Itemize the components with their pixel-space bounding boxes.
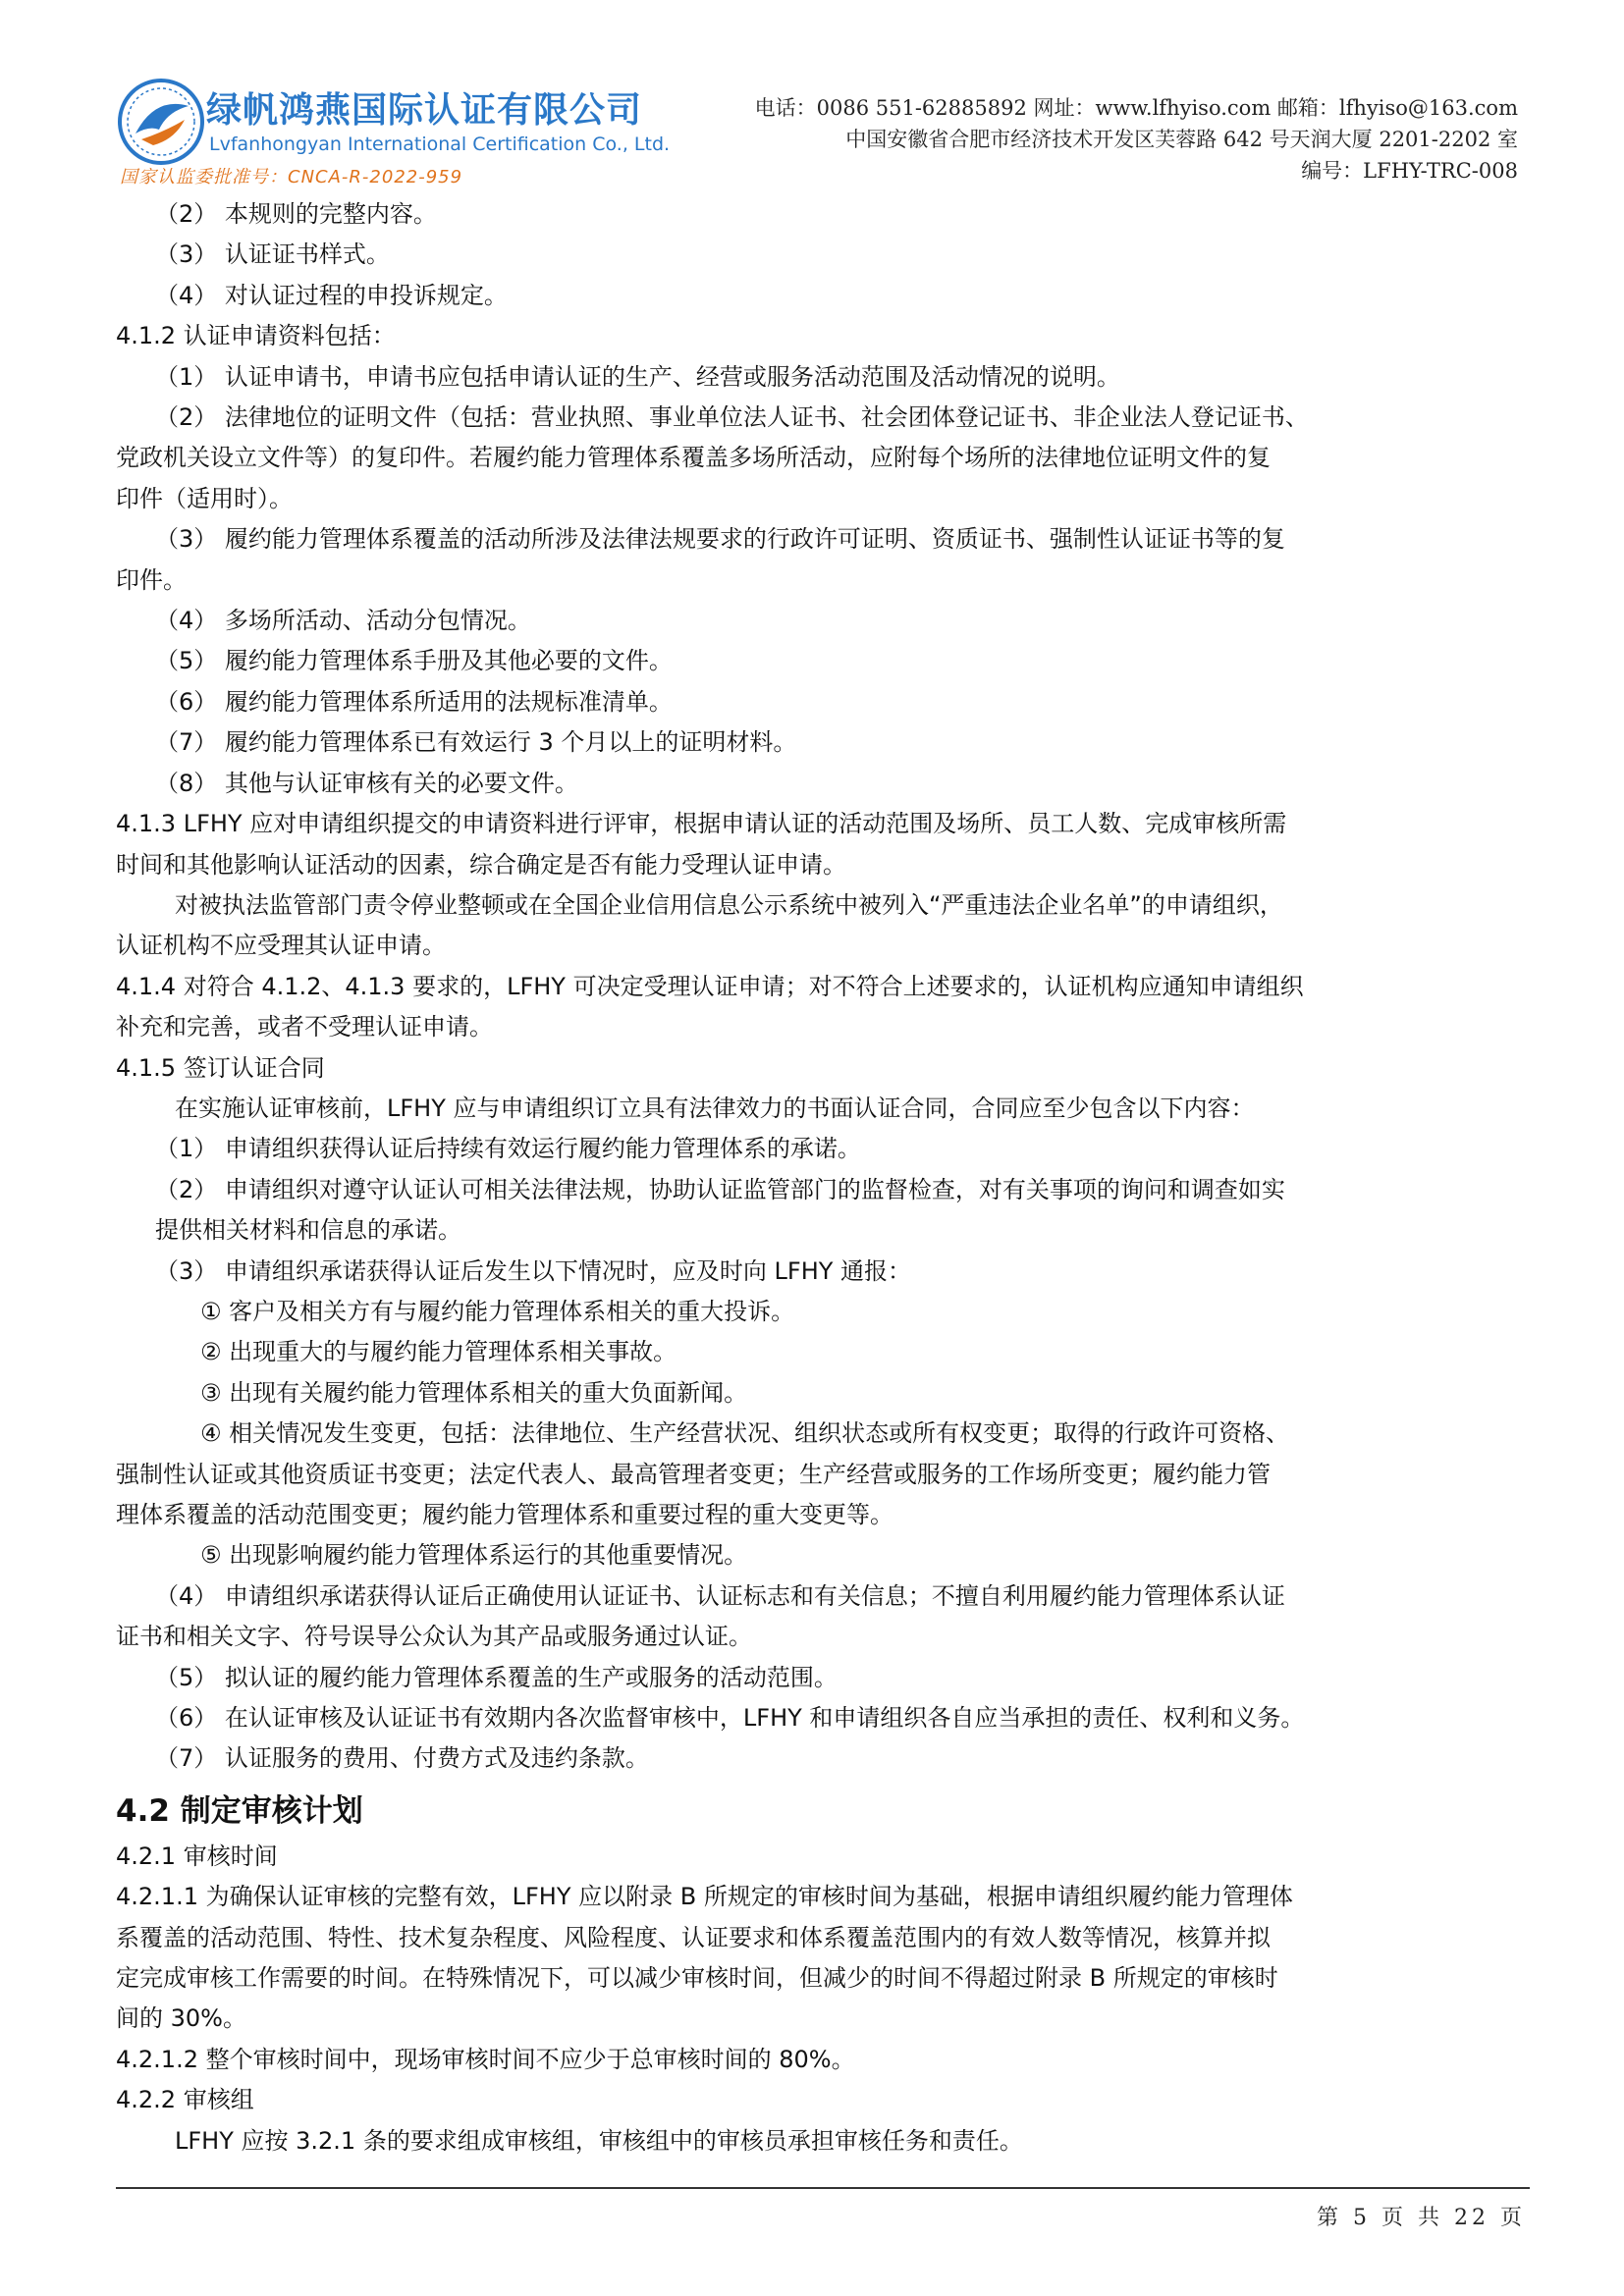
paragraph-line: ② 出现重大的与履约能力管理体系相关事故。: [200, 1338, 677, 1366]
paragraph-line: 4.2.1 审核时间: [116, 1842, 278, 1870]
paragraph-line: （4） 多场所活动、活动分包情况。: [155, 607, 531, 635]
paragraph-line: （7） 履约能力管理体系已有效运行 3 个月以上的证明材料。: [155, 728, 797, 757]
paragraph-line: ① 客户及相关方有与履约能力管理体系相关的重大投诉。: [200, 1297, 795, 1325]
paragraph-line: （5） 履约能力管理体系手册及其他必要的文件。: [155, 647, 673, 675]
paragraph-line: 理体系覆盖的活动范围变更；履约能力管理体系和重要过程的重大变更等。: [116, 1501, 893, 1528]
paragraph-line: （2） 法律地位的证明文件（包括：营业执照、事业单位法人证书、社会团体登记证书、非企业法人登记证书、: [155, 403, 1309, 432]
paragraph-line: ③ 出现有关履约能力管理体系相关的重大负面新闻。: [200, 1378, 748, 1407]
paragraph-line: 党政机关设立文件等）的复印件。若履约能力管理体系覆盖多场所活动，应附每个场所的法律地位证明文件的复: [116, 444, 1271, 472]
paragraph-line: （6） 在认证审核及认证证书有效期内各次监督审核中，LFHY 和申请组织各自应当承担的责任、权利和义务。: [155, 1704, 1305, 1733]
page-number: 第 5 页 共 22 页: [1317, 2206, 1526, 2230]
paragraph-line: 4.2.1.1 为确保认证审核的完整有效，LFHY 应以附录 B 所规定的审核时间为基础，根据申请组织履约能力管理体: [116, 1883, 1293, 1911]
paragraph-line: 时间和其他影响认证活动的因素，综合确定是否有能力受理认证申请。: [116, 850, 846, 879]
paragraph-line: （1） 申请组织获得认证后持续有效运行履约能力管理体系的承诺。: [155, 1135, 861, 1163]
paragraph-line: 对被执法监管部门责令停业整顿或在全国企业信用信息公示系统中被列入“严重违法企业名单”的申请组织，: [175, 890, 1283, 919]
paragraph-line: 印件。: [116, 565, 187, 594]
document-body: [116, 194, 1530, 2162]
paragraph-line: 4.2.2 审核组: [116, 2086, 254, 2114]
document-code: 编号：LFHY-TRC-008: [1301, 159, 1518, 183]
paragraph-line: （2） 本规则的完整内容。: [155, 200, 437, 228]
paragraph-line: 4.1.2 认证申请资料包括：: [116, 322, 396, 350]
paragraph-line: 定完成审核工作需要的时间。在特殊情况下，可以减少审核时间，但减少的时间不得超过附录 B 所规定的审核时: [116, 1964, 1278, 1993]
paragraph-line: 补充和完善，或者不受理认证申请。: [116, 1013, 493, 1041]
paragraph-line: （5） 拟认证的履约能力管理体系覆盖的生产或服务的活动范围。: [155, 1663, 838, 1691]
section-heading: 4.2 制定审核计划: [116, 1792, 363, 1829]
address-line: 中国安徽省合肥市经济技术开发区芙蓉路 642 号天润大厦 2201-2202 室: [845, 128, 1518, 151]
paragraph-line: ⑤ 出现影响履约能力管理体系运行的其他重要情况。: [200, 1541, 748, 1570]
paragraph-line: 在实施认证审核前，LFHY 应与申请组织订立具有法律效力的书面认证合同，合同应至少包含以下内容：: [175, 1094, 1255, 1122]
paragraph-line: （3） 履约能力管理体系覆盖的活动所涉及法律法规要求的行政许可证明、资质证书、强制性认证证书等的复: [155, 525, 1285, 554]
page-header: [0, 0, 1624, 196]
paragraph-line: 证书和相关文字、符号误导公众认为其产品或服务通过认证。: [116, 1623, 752, 1651]
paragraph-line: 提供相关材料和信息的承诺。: [155, 1216, 461, 1245]
paragraph-line: 4.2.1.2 整个审核时间中，现场审核时间不应少于总审核时间的 80%。: [116, 2045, 855, 2073]
paragraph-line: （2） 申请组织对遵守认证认可相关法律法规，协助认证监管部门的监督检查，对有关事项的询问和调查如实: [155, 1175, 1285, 1203]
paragraph-line: （6） 履约能力管理体系所适用的法规标准清单。: [155, 687, 673, 716]
paragraph-line: （4） 对认证过程的申投诉规定。: [155, 281, 508, 309]
company-logo-icon: [116, 77, 206, 167]
paragraph-line: 印件（适用时）。: [116, 484, 293, 512]
footer-divider: [116, 2187, 1530, 2189]
paragraph-line: LFHY 应按 3.2.1 条的要求组成审核组，审核组中的审核员承担审核任务和责任。: [175, 2126, 1023, 2155]
paragraph-line: （3） 认证证书样式。: [155, 240, 390, 269]
paragraph-line: （4） 申请组织承诺获得认证后正确使用认证证书、认证标志和有关信息；不擅自利用履约能力管理体系认证: [155, 1581, 1285, 1610]
paragraph-line: （1） 认证申请书，申请书应包括申请认证的生产、经营或服务活动范围及活动情况的说明。: [155, 362, 1120, 391]
paragraph-line: 强制性认证或其他资质证书变更；法定代表人、最高管理者变更；生产经营或服务的工作场所变更；履约能力管: [116, 1460, 1271, 1488]
paragraph-line: 认证机构不应受理其认证申请。: [116, 932, 446, 960]
paragraph-line: （7） 认证服务的费用、付费方式及违约条款。: [155, 1744, 649, 1773]
paragraph-line: （3） 申请组织承诺获得认证后发生以下情况时，应及时向 LFHY 通报：: [155, 1256, 912, 1285]
paragraph-line: ④ 相关情况发生变更，包括：法律地位、生产经营状况、组织状态或所有权变更；取得的行政许可资格、: [200, 1419, 1290, 1448]
paragraph-line: 4.1.5 签订认证合同: [116, 1053, 325, 1082]
company-name-en: Lvfanhongyan International Certification Co., Ltd.: [209, 133, 671, 155]
paragraph-line: 4.1.3 LFHY 应对申请组织提交的申请资料进行评审，根据申请认证的活动范围及场所、员工人数、完成审核所需: [116, 810, 1287, 838]
paragraph-line: 4.1.4 对符合 4.1.2、4.1.3 要求的，LFHY 可决定受理认证申请；对不符合上述要求的，认证机构应通知申请组织: [116, 972, 1304, 1000]
paragraph-line: 系覆盖的活动范围、特性、技术复杂程度、风险程度、认证要求和体系覆盖范围内的有效人数等情况，核算并拟: [116, 1923, 1271, 1951]
approval-number: 国家认监委批准号：CNCA-R-2022-959: [120, 167, 463, 187]
paragraph-line: （8） 其他与认证审核有关的必要文件。: [155, 769, 578, 797]
contact-line: 电话：0086 551-62885892 网址：www.lfhyiso.com 邮箱：lfhyiso@163.com: [754, 96, 1518, 120]
paragraph-line: 间的 30%。: [116, 2004, 246, 2033]
company-name-cn: 绿帆鸿燕国际认证有限公司: [206, 90, 643, 131]
